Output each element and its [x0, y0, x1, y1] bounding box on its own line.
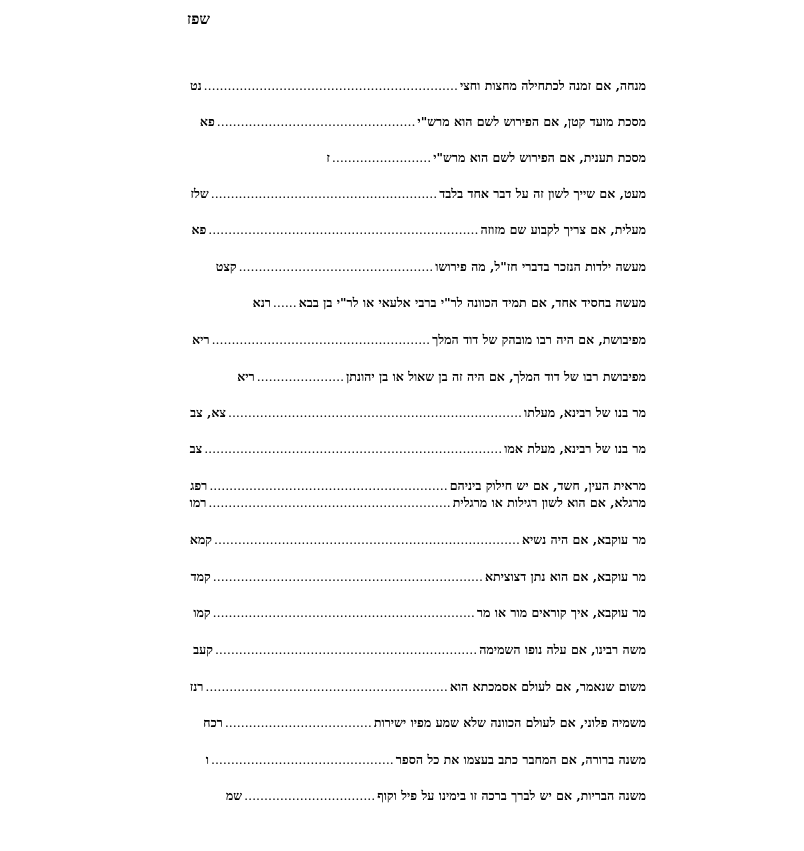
entry-text: מר בנו של רבינא, מעלת אמו — [504, 441, 646, 456]
entry-page-ref: רמו — [189, 495, 207, 510]
entry-text: משמיה פלוני, אם לעולם הכוונה שלא שמע מפיו ישירות — [373, 715, 646, 730]
dot-leader: .................................................. — [216, 114, 416, 128]
index-entry — [190, 369, 646, 387]
index-entry — [190, 642, 646, 660]
index-entry — [190, 114, 646, 132]
index-entry — [190, 715, 646, 733]
dot-leader: ......................... — [331, 150, 432, 164]
entry-text: משנה הבריות, אם יש לברך ברכה זו בימינו על פיל וקוף — [377, 788, 646, 803]
entry-page-ref: פא — [199, 114, 215, 129]
entry-page-ref: קמא — [189, 532, 213, 547]
dot-leader: .................................................................... — [208, 222, 479, 236]
dot-leader: .......................................................................... — [227, 405, 523, 419]
index-entry — [190, 222, 646, 240]
entry-text: משה רבינו, אם עלה נופו השמימה — [479, 642, 646, 657]
entry-text: מר עוקבא, איך קוראים מור או מר — [476, 605, 646, 620]
index-entry — [190, 495, 646, 513]
dot-leader: ............................................................ — [209, 478, 448, 492]
page-number: שפז — [187, 10, 210, 28]
entry-text: מפיבושת רבו של דוד המלך, אם היה זה בן שאול או בן יהונתן — [346, 369, 646, 384]
index-entry — [190, 405, 646, 423]
index-entry — [190, 478, 646, 496]
index-entry — [190, 532, 646, 550]
entry-page-ref: קעב — [193, 642, 213, 657]
entry-page-ref: רפג — [190, 478, 208, 493]
dot-leader: ...... — [272, 295, 297, 309]
dot-leader: .................................................................. — [212, 605, 475, 619]
entry-text: מר בנו של רבינא, מעלתו — [524, 405, 646, 420]
dot-leader: .................................................................... — [212, 569, 483, 583]
entry-page-ref: שמ — [225, 788, 243, 803]
index-entry — [190, 569, 646, 587]
dot-leader: ...................... — [256, 369, 345, 383]
index-entry — [190, 605, 646, 623]
entry-page-ref: קמו — [193, 605, 211, 620]
index-entry — [190, 752, 646, 770]
index-entry — [190, 78, 646, 96]
index-entry — [190, 441, 646, 459]
entry-page-ref: צב — [189, 441, 203, 456]
entry-page-ref: רנא — [252, 295, 271, 310]
entry-page-ref: ז — [326, 150, 330, 165]
entry-text: מנחה, אם זמנה לכתחילה מחצות וחצי — [459, 78, 646, 93]
entry-text: מעשה ילדות הנזכר בדברי חז"ל, מה פירושו — [435, 259, 646, 274]
entry-page-ref: ריא — [237, 369, 255, 384]
dot-leader: .............................................. — [210, 752, 394, 766]
entry-text: משנה ברורה, אם המחבר כתב בעצמו את כל הספר — [395, 752, 646, 767]
entry-text: משום שנאמר, אם לעולם אסמכתא הוא — [449, 679, 646, 694]
index-entry — [190, 679, 646, 697]
entry-page-ref: קמד — [190, 569, 211, 584]
entry-page-ref: נט — [190, 78, 202, 93]
dot-leader: ................................................. — [238, 259, 434, 273]
entry-text: מראית העין, חשד, אם יש חילוק ביניהם — [449, 478, 646, 493]
dot-leader: ....................................................... — [211, 332, 431, 346]
index-entry — [190, 332, 646, 350]
entry-page-ref: ו — [205, 752, 209, 767]
entry-page-ref: רכח — [203, 715, 223, 730]
entry-page-ref: קצט — [215, 259, 237, 274]
entry-text: מפיבושת, אם היה רבו מובהק של דוד המלך — [432, 332, 646, 347]
index-entry — [190, 186, 646, 204]
entry-text: מעלית, אם צריך לקבוע שם מזוזה — [480, 222, 646, 237]
dot-leader: ..................................... — [224, 715, 372, 729]
entry-page-ref: צא, צב — [190, 405, 226, 420]
dot-leader: .................................................................. — [214, 642, 478, 656]
dot-leader: ............................................................. — [208, 495, 451, 509]
entry-text: מרגלא, אם הוא לשון רגילות או מרגלית — [452, 495, 646, 510]
index-entry — [190, 788, 646, 806]
entry-text: מר עוקבא, אם הוא נתן דצוציתא — [484, 569, 646, 584]
entry-text: מסכת מועד קטן, אם הפירוש לשם הוא מרש"י — [417, 114, 646, 129]
index-list — [190, 0, 646, 851]
index-entry — [190, 295, 646, 313]
dot-leader: ................................................................ — [203, 78, 458, 92]
entry-page-ref: שלז — [190, 186, 209, 201]
entry-page-ref: פא — [191, 222, 207, 237]
index-entry — [190, 150, 646, 168]
dot-leader: ............................................................. — [205, 679, 448, 693]
entry-text: מעשה בחסיד אחד, אם תמיד הכוונה לר"י ברבי אלעאי או לר"י בן בבא — [298, 295, 646, 310]
entry-page-ref: ריא — [192, 332, 210, 347]
index-entry — [190, 259, 646, 277]
dot-leader: ................................. — [244, 788, 376, 802]
entry-page-ref: רנז — [189, 679, 204, 694]
dot-leader: ........................................................................... — [204, 441, 503, 455]
dot-leader: ............................................................................. — [214, 532, 520, 546]
entry-text: מסכת תענית, אם הפירוש לשם הוא מרש"י — [433, 150, 646, 165]
dot-leader: ......................................................... — [210, 186, 438, 200]
entry-text: מעט, אם שייך לשון זה על דבר אחד בלבד — [439, 186, 646, 201]
entry-text: מר עוקבא, אם היה נשיא — [521, 532, 646, 547]
